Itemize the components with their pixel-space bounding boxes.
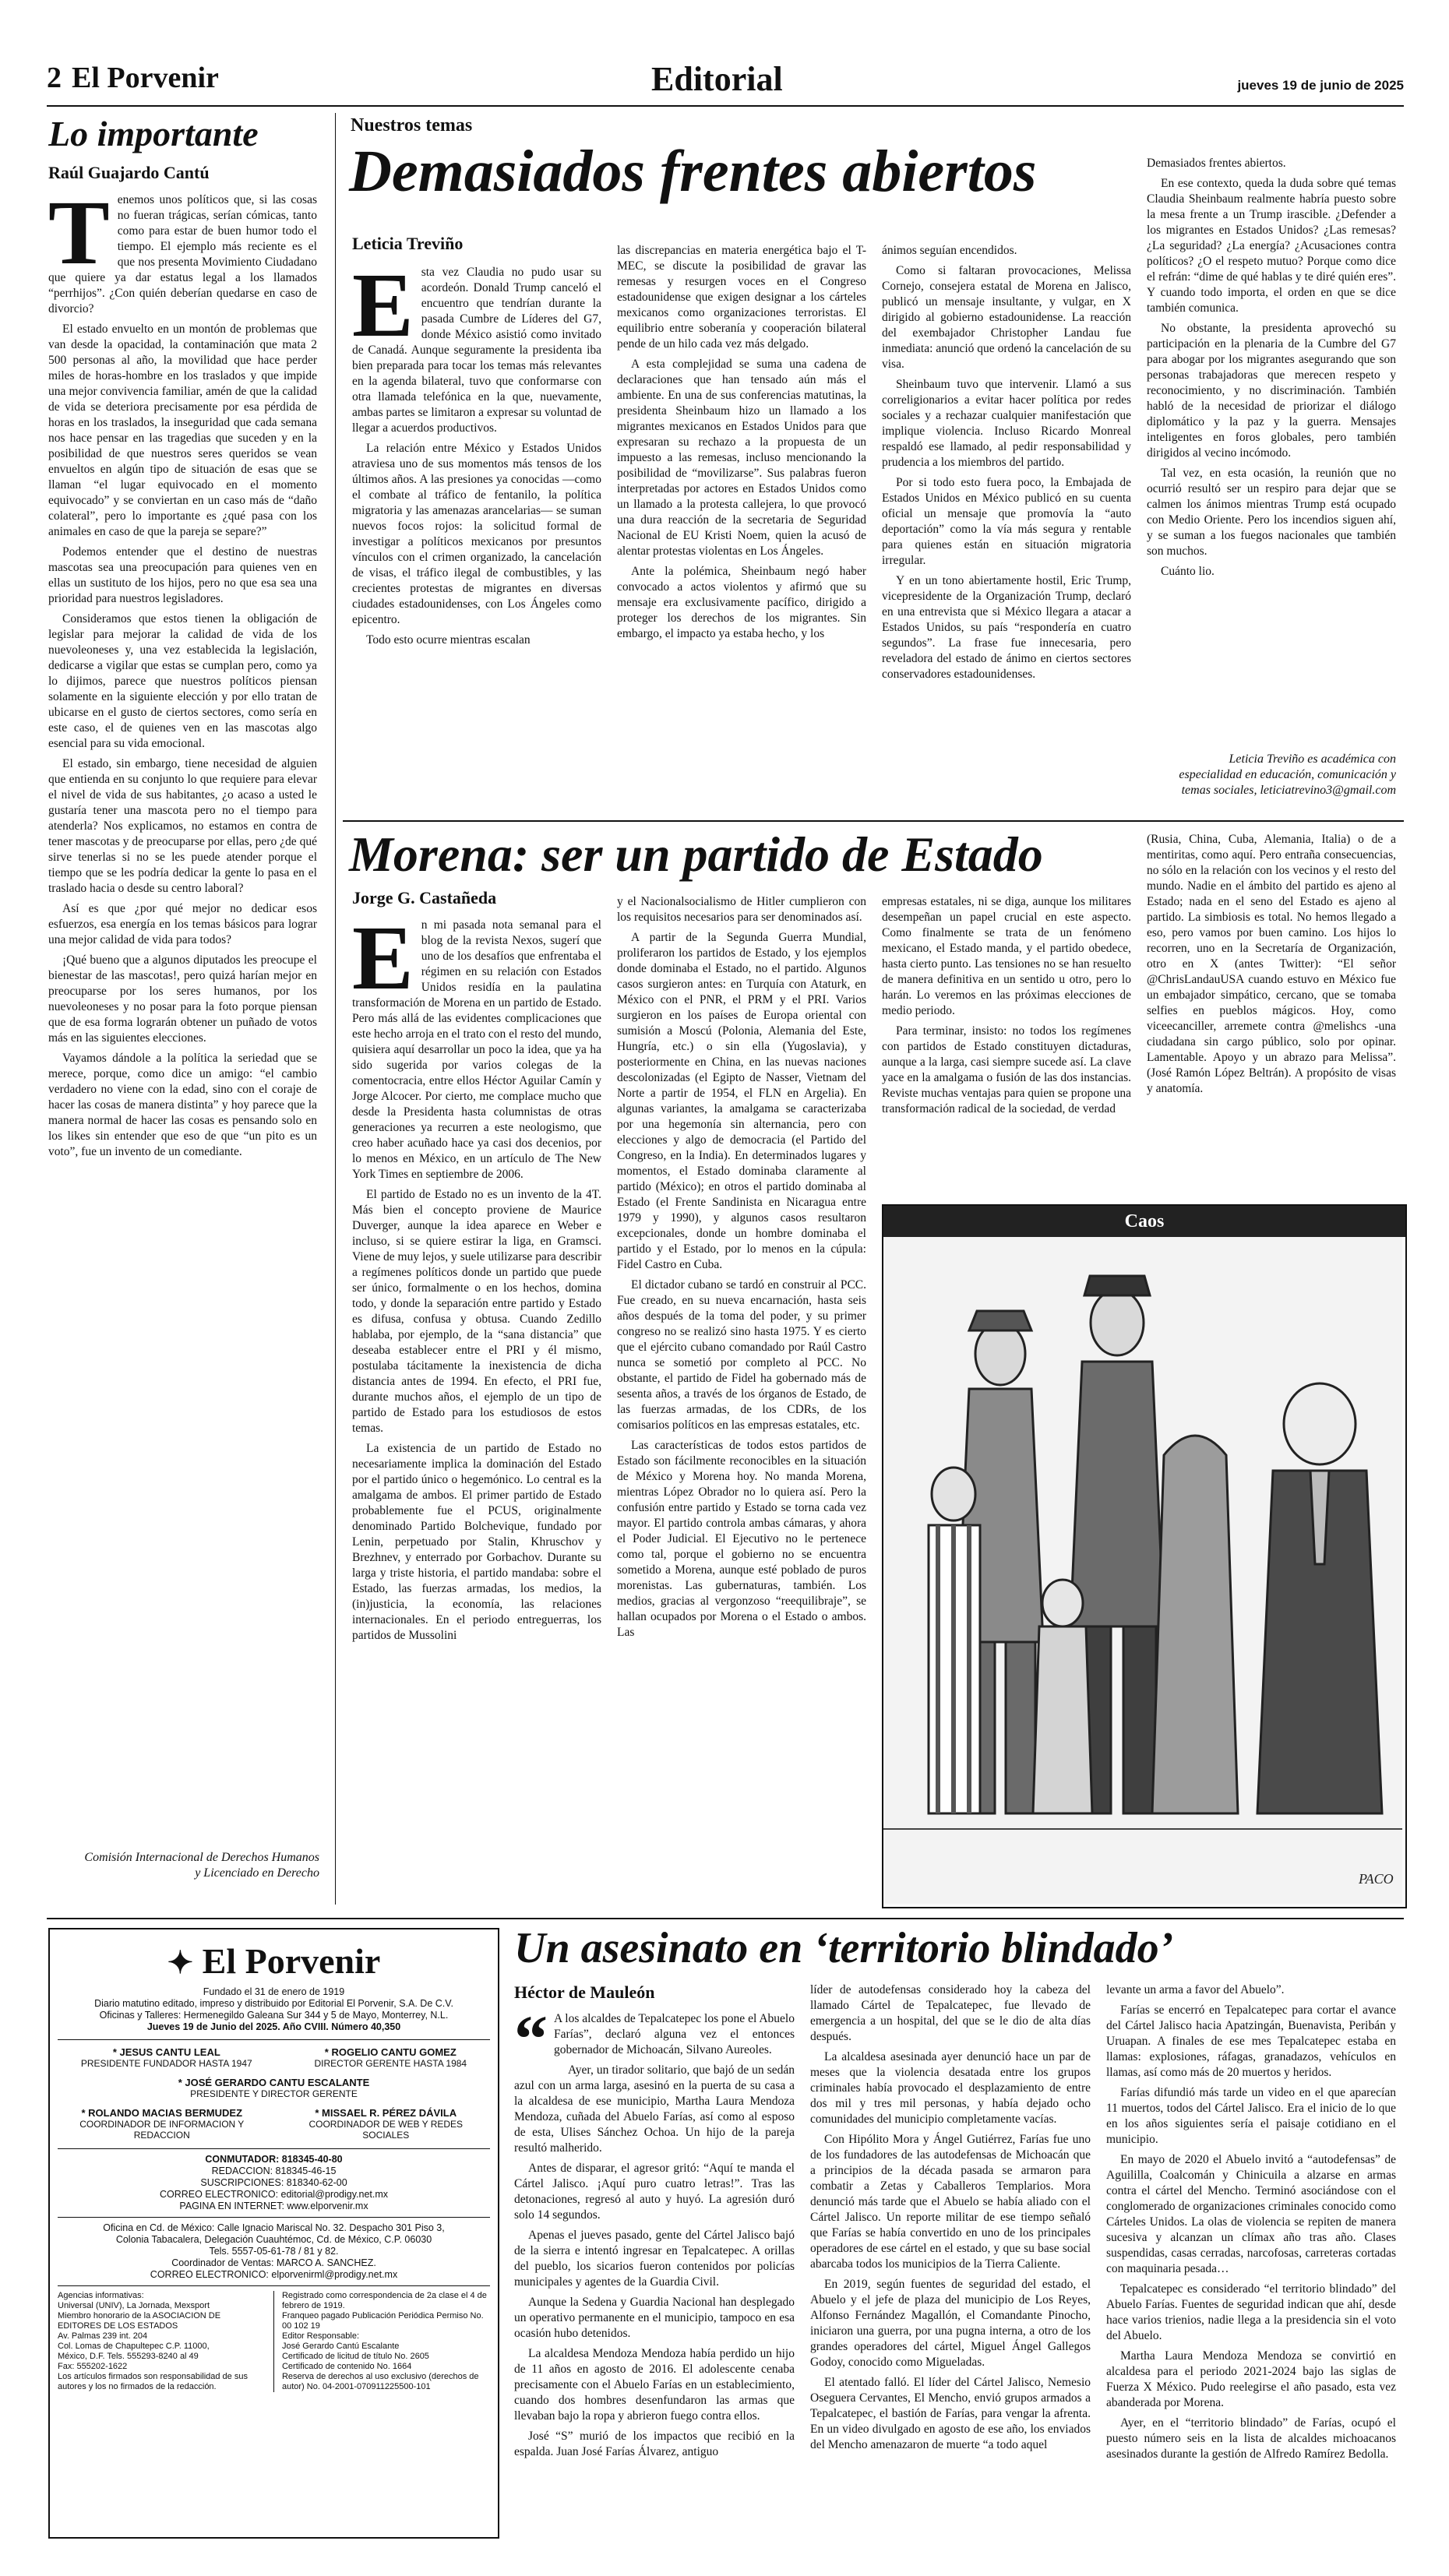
a2-col2: y el Nacionalsocialismo de Hitler cumplieron con los requisitos necesarios para ser denominados así. A partir de la Segunda Guerra Mundial, proliferaron los partidos de Estado, y los ejemplos donde dominaba el Estado, no el partido. Algunos casos surgieron antes: en Turquía con Ataturk, en México con el PNR, el PRM y el PRI. Varios surgieron en los países de Europa oriental con sumisión a Moscú (Polonia, Alemania del Este, Hungría, etc.) o sin ella (Yugoslavia), y posteriormente en China, en las nuevas naciones descolonizadas (el Egipto de Nasser, Vietnam del Norte a partir de 1954, el FLN en Argelia). En algunas variantes, la amalgama se caracterizaba por una hegemonía sin alternancia, pero con elecciones y algo de democracia (el Partido del Congreso, en la India). En determinados lugares y momentos, el Estado dominaba claramente al partido (México); en otros el partido dominaba al Estado (el Frente Sandinista en Nicaragua entre 1979 y 1990), y algunos casos resultaron excepcionales, donde un hombre dominaba el partido y el Estado, por lo menos en la cúpula: Fidel Castro en Cuba. El dictador cubano se tardó en construir al PCC. Fue creado, en su nueva encarnación, hasta seis años después de la toma del poder, y su primer congreso no se realizó sino hasta 1975. Y es cierto que el ejército cubano comandado por Raúl Castro nunca se sometió por completo al PCC. No obstante, el partido de Fidel ha gobernado más de sesenta años, a través de los órganos de Estado, de las fuerzas armadas, de los CDRs, de los comisarios políticos en las empresas estatales, etc. Las características de todos estos partidos de Estado son fácilmente reconocibles en la situación de México y Morena hoy. No manda Morena, mientras López Obrador no lo quiera así. Pero la confusión entre partido y Estado se torna cada vez mayor. El partido controla ambas cámaras, y ahora el Poder Judicial. El Ejecutivo no le pertenece como tal, porque el gobierno no se encuentra sometido a Morena, aunque esté poblado de puros morenistas. Las gubernaturas, también. Los medios, gracias al vergonzoso “reequilibraje”, se hallan ocupados por Morena o el Estado o ambos. Las — [617, 895, 866, 1639]
masthead-founded: Fundado el 31 de enero de 1919 — [203, 1986, 345, 1997]
a2-author: Jorge G. Castañeda — [352, 888, 497, 907]
cartoon-figure-woman — [1152, 1436, 1238, 1813]
a2-col3: empresas estatales, ni se diga, aunque los militares desempeñan un papel crucial en este aspecto. Como finalmente se trata de un fenómeno mexicano, el Estado manda, y el partido obedece, hasta cierto punto. Las tensiones no se han resuelto de manera definitiva en un sentido u otro, pero lo harán. Lo veremos en las próximas elecciones de medio periodo. Para terminar, insisto: no todos los regímenes con partidos de Estado constituyen dictaduras, aunque a la larga, casi siempre sucede así. La clave yace en la amalgama o fusión de las dos instancias. Reviste muchas ventajas para quien se propone una transformación radical de la sociedad, de verdad — [882, 895, 1131, 1115]
office-line: Coordinador de Ventas: MARCO A. SANCHEZ. — [171, 2257, 376, 2268]
a1-author: Leticia Treviño — [352, 234, 464, 253]
cartoon-title-bar: Caos — [883, 1206, 1405, 1237]
contact-newsroom: REDACCION: 818345-46-15 — [211, 2165, 337, 2176]
section-title: Editorial — [651, 60, 783, 98]
page-number: 2 — [47, 62, 62, 94]
masthead-right-small: Registrado como correspondencia de 2a clase el 4 de febrero de 1919. Franqueo pagado Publicación Periódica Permiso No. 00 102 19 Editor Responsable: José Gerardo Cantú Escalante Certificado de licitud de título No. 2605 Certificado de contenido No. 1664 Reserva de derechos al uso exclusivo (derechos de autor) No. 04-2001-070911225500-101 — [281, 2291, 487, 2391]
left-title: Lo importante — [48, 114, 259, 153]
drop-cap: T — [48, 181, 110, 284]
a1-col1: Esta vez Claudia no pudo usar su acordeón. Donald Trump canceló el encuentro que tendrían durante la pasada Cumbre de Líderes del G7, donde México asistió como invitado de Canadá. Aunque seguramente la presidenta iba bien preparada para tocar los temas más relevantes en la agenda bilateral, tuvo que conformarse con otra llamada telefónica en la que, nuevamente, ambas partes se limitaron a expresar su voluntad de llegar a acuerdos productivos. La relación entre México y Estados Unidos atraviesa uno de sus momentos más tensos de los últimos años. A las presiones ya conocidas —como el combate al tráfico de fentanilo, la política migratoria y las amenazas arancelarias— se suman nuevos focos rojos: la solicitud formal de investigar a políticos mexicanos por presuntos vínculos con el crimen organizado, la cancelación de visas, el tráfico ilegal de combustibles, y las crecientes protestas de migrantes en diversas ciudades estadounidenses, con Los Ángeles como epicentro. Todo esto ocurre mientras escalan — [352, 265, 601, 647]
left-column — [48, 113, 317, 1873]
staff-founder: * JESUS CANTU LEAL PRESIDENTE FUNDADOR HASTA 1947 — [80, 2046, 252, 2069]
a2-title: Morena: ser un partido de Estado — [349, 826, 1043, 882]
contact-phone: CONMUTADOR: 818345-40-80 — [205, 2154, 343, 2165]
masthead-box — [48, 1928, 499, 2539]
left-footer: Comisión Internacional de Derechos Humanos y Licenciado en Derecho — [84, 1851, 319, 1880]
masthead-line2: Oficinas y Talleres: Hermenegildo Galeana Sur 344 y 5 de Mayo, Monterrey, N.L. — [99, 2010, 449, 2021]
staff-director: * ROGELIO CANTU GOMEZ DIRECTOR GERENTE HASTA 1984 — [314, 2046, 467, 2069]
cartoon-illustration — [883, 1237, 1402, 1904]
office-line[interactable]: CORREO ELECTRONICO: elporvenirml@prodigy.net.mx — [150, 2269, 398, 2280]
left-author: Raúl Guajardo Cantú — [48, 163, 210, 182]
a1-drop-cap: E — [352, 265, 414, 356]
office-line: Oficina en Cd. de México: Calle Ignacio Mariscal No. 32. Despacho 301 Piso 3, — [103, 2222, 445, 2233]
a3-col3: levante un arma a favor del Abuelo”. Farías se encerró en Tepalcatepec para cortar el avance del Cártel Jalisco hacia Apatzingán, Buenavista, Peribán y Uruapan. A finales de ese mes Tepalcatepec estaba en llamas: explosiones, ráfagas, granadazos, vehículos en llamas, así como más de 20 muertos y heridos. Farías difundió más tarde un video en el que aparecían 11 muertos, todos del Cártel Jalisco. Era el inicio de lo que en los años siguientes sería el paisaje cotidiano en el municipio. En mayo de 2020 el Abuelo invitó a “autodefensas” de Aguililla, Coalcomán y Chinicuila a alzarse en armas contra el cártel del Mencho. Terminó asociándose con el conglomerado de organizaciones criminales conocido como Cárteles Unidos. La olas de violencia se repiten de manera sucesiva y alcanzan un clímax año tras año. Clases suspendidas, casas cerradas, narcofosas, carreteras cortadas con maquinaria pesada… Tepalcatepec es considerado “el territorio blindado” del Abuelo Farías. Fuentes de seguridad indican que ahí, desde hace varios trienios, nadie llega a la presidencia sin el voto del Abuelo. Martha Laura Mendoza Mendoza se convirtió en alcaldesa para el periodo 2021-2024 bajo las siglas de Fuerza X México. Pudo reelegirse el año pasado, esta vez abanderada por Morena. Ayer, en el “territorio blindado” de Farías, ocupó el puesto número seis en la lista de alcaldes michoacanos asesinados durante la gestión de Alfredo Ramírez Bedolla. — [1106, 1983, 1396, 2461]
mid-rule — [47, 1918, 1404, 1919]
staff-web: * MISSAEL R. PÉREZ DÁVILA COORDINADOR DE WEB Y REDES SOCIALES — [308, 2107, 464, 2141]
contact-website[interactable]: PAGINA EN INTERNET: www.elporvenir.mx — [179, 2201, 368, 2211]
masthead-line3: Jueves 19 de Junio del 2025. Año CVIII. Número 40,350 — [146, 2021, 401, 2032]
staff-info: * ROLANDO MACIAS BERMUDEZ COORDINADOR DE INFORMACION Y REDACCION — [79, 2107, 245, 2141]
staff-president: * JOSÉ GERARDO CANTU ESCALANTE PRESIDENTE Y DIRECTOR GERENTE — [178, 2077, 370, 2099]
a1-kicker: Nuestros temas — [351, 115, 473, 136]
a3-col1: “ A los alcaldes de Tepalcatepec los pone el Abuelo Farías”, declaró alguna vez el entonces gobernador de Michoacán, Silvano Aureoles. Ayer, un tirador solitario, que bajó de un sedán azul con un arma larga, asesinó en la puerta de su casa a la alcaldesa de ese municipio, Martha Laura Mendoza Mendoza, cuñada del Abuelo Farías, así como al esposo de esta, Ulises Sánchez Ochoa. Un hijo de la pareja resultó malherido. Antes de disparar, el agresor gritó: “Aquí te manda el Cártel Jalisco. ¡Aquí puro cuatro letras!”. Tras las detonaciones, regresó al auto y huyó. La agresión duró solo 14 segundos. Apenas el jueves pasado, gente del Cártel Jalisco bajó de la sierra e intentó ingresar en Tepalcatepec. A orillas del pueblo, los sicarios fueron contenidos por policías municipales y agentes de la Guardia Civil. Aunque la Sedena y Guardia Nacional han desplegado un operativo permanente en el municipio, tampoco en esa ocasión hubo detenidos. La alcaldesa Mendoza Mendoza había perdido un hijo de 11 años en agosto de 2016. El adolescente cenaba precisamente con el Abuelo Farías en un establecimiento, cuando dos hombres desenfundaron las armas que llevaban bajo la ropa y abrieron fuego contra ellos. José “S” murió de los impactos que recibió en la espalda. Juan José Farías Álvarez, antiguo — [514, 2011, 795, 2458]
a1-signature: Leticia Treviño es académica con especialidad en educación, comunicación y temas sociales, leticiatrevino3@gmail.com — [1179, 752, 1396, 797]
eagle-icon: ✦ — [167, 1945, 194, 1980]
a2-drop-cap: E — [352, 918, 414, 1009]
cartoon-panel — [882, 1204, 1407, 1908]
cartoon-signature: PACO — [1359, 1871, 1394, 1887]
office-line: Tels. 5557-05-61-78 / 81 y 82. — [209, 2246, 339, 2257]
a1-bottom-rule — [343, 820, 1404, 822]
page-date: jueves 19 de junio de 2025 — [1237, 78, 1404, 93]
office-line: Colonia Tabacalera, Delegación Cuauhtémoc, Cd. de México, C.P. 06030 — [115, 2234, 432, 2245]
contact-email[interactable]: CORREO ELECTRONICO: editorial@prodigy.net.mx — [159, 2189, 389, 2200]
quote-mark: “ — [514, 2011, 548, 2076]
a3-col2: líder de autodefensas considerado hoy la cabeza del llamado Cártel de Tepalcatepec, fue llevado de emergencia a un hospital, del que se le dio de alta días después. La alcaldesa asesinada ayer denunció hace un par de meses que la violencia desatada entre los grupos criminales había provocado el desplazamiento de entre dos mil y tres mil personas, y había dejado ocho comunidades del municipio completamente vacías. Con Hipólito Mora y Ángel Gutiérrez, Farías fue uno de los fundadores de las autodefensas de Michoacán que a principios de la década pasada se armaron para combatir a Zetas y Caballeros Templarios. Mora denunció más tarde que el Abuelo se había aliado con el Cártel Jalisco. Un reporte militar de ese tiempo señaló que Farías se había convertido en uno de los principales operadores de ese cártel en el estado, y que su base social abarcaba todos los municipios de la Tierra Caliente. En 2019, según fuentes de seguridad del estado, el Abuelo y el jefe de plaza del municipio de Los Reyes, Alfonso Fernández Magallón, el Comandante Pinocho, iniciaron una guerra, por una pugna interna, a otro de los grandes operadores del cártel, Miguel Ángel Gallegos Godoy, conocido como Migueladas. El atentado falló. El líder del Cártel Jalisco, Nemesio Oseguera Cervantes, El Mencho, envió grupos armados a Tepalcatepec, el bastión de Farías, para vengar la afrenta. En un video divulgado en agosto de ese año, los enviados del Mencho amenazaron de muerte “a todo aquel — [810, 1983, 1091, 2451]
masthead-line1: Diario matutino editado, impreso y distribuido por Editorial El Porvenir, S.A. De C.V. — [94, 1998, 453, 2009]
left-body: Tenemos unos políticos que, si las cosas no fueran trágicas, serían cómicas, tanto como para estar de buen humor todo el tiempo. El ejemplo más reciente es el que nos presenta Movimiento Ciudadano que quiere ya dar estatus legal a los llamados “perrhijos”. ¿Con quién deberían quedarse en caso de divorcio? El estado envuelto en un montón de problemas que van desde la opacidad, la contaminación que mata 2 500 personas al año, la movilidad que hace perder miles de horas-hombre en los traslados y que impide una mejor convivencia familiar, amén de que la calidad de vida se deteriora precisamente por esa pérdida de horas en los traslados, la inseguridad que cada semana nos hace pensar en las tragedias que suceden y en la posibilidad de que nuestros seres queridos se vean envueltos en algún tipo de situación de esas que se llaman “el lugar equivocado en el momento equivocado” y se conviertan en un caso más de “daño colateral”, pero lo importante es ¿qué pasa con los animales en caso de que la pareja se separe?” Podemos entender que el destino de nuestras mascotas sea una preocupación para quienes ven en ellas un sustituto de los hijos, pero no que esa sea una prioridad para nuestros legisladores. Consideramos que estos tienen la obligación de legislar para mejorar la calidad de vida de los nuevoleoneses y, una vez establecida la legislación, dedicarse a vigilar que estas se cumplan pero, como ya lo dijimos, parece que nuestros políticos piensan solamente en la siguiente elección y por ello tratan de ubicarse en el gusto de ciertos sectores, como sería en este caso, el de quienes ven en las mascotas algo esencial para su vida emocional. El estado, sin embargo, tiene necesidad de alguien que entienda en su conjunto lo que requiere para elevar el nivel de vida de sus habitantes, ¿o acaso a usted le gustaría tener una mascota pero no el tiempo para atenderla? Nos explicamos, no estamos en contra de tener mascotas y de preocuparse por ellas, pero ¿de qué sirve tenerlas si no se les puede atender porque el tiempo que se les podría dedicar la gente lo pasa en el traslado hacia o desde su centro laboral? Así es que ¿por qué mejor no dedicar esos esfuerzos, esa energía en los temas básicos para lograr una mejor calidad de vida para todos? ¡Qué bueno que a algunos diputados les preocupe el bienestar de las mascotas!, pero quizá harían mejor en preocuparse por los seres humanos, por los nuevoleoneses y no posar para la foto porque piensan que de esa forma lograrán obtener un puñado de votos más en las siguientes elecciones. Vayamos dándole a la política la seriedad que se merece, porque, como dice un amigo: “el cambio verdadero no viene con la edad, sino con el coraje de hacer las cosas de manera distinta” y hoy parece que la manera normal de hacer las cosas es pensando solo en los likes sin entender que eso de que “un pito es un voto”, fue un invento de un comediante. — [48, 181, 317, 1158]
a1-col3: ánimos seguían encendidos. Como si faltaran provocaciones, Melissa Cornejo, consejera estatal de Morena en Jalisco, publicó un mensaje insultante, y vulgar, en X dirigido al gobierno estadounidense. La reacción del exembajador Christopher Landau fue inmediata: anunció que ordenó la cancelación de su visa. Sheinbaum tuvo que intervenir. Llamó a sus correligionarios a evitar hacer política por redes sociales y a rechazar cualquier manifestación que implique violencia. Incluso Ricardo Monreal respaldó ese llamado, al pedir responsabilidad y prudencia a los miembros del partido. Por si todo esto fuera poco, la Embajada de Estados Unidos en México publicó en su cuenta oficial un mensaje que promovía la “auto deportación” como la vía más segura y rentable para quienes están en situación migratoria irregular. Y en un tono abiertamente hostil, Eric Trump, vicepresidente de la Organización Trump, declaró en una entrevista que si México llegara a atacar a Estados Unidos, su país “respondería en cuatro segundos”. La frase fue innecesaria, pero reveladora del estado de ánimo en ciertos sectores conservadores estadounidenses. — [882, 244, 1131, 681]
paper-name: El Porvenir — [72, 62, 219, 94]
masthead-logo: ✦ El Porvenir — [167, 1941, 381, 1981]
a3-author: Héctor de Mauleón — [514, 1982, 655, 2002]
masthead-left-small: Agencias informativas: Universal (UNIV), La Jornada, Mexsport Miembro honorario de la ASOCIACION DE EDITORES DE LOS ESTADOS Av. Palmas 239 int. 204 Col. Lomas de Chapultepec C.P. 11000, México, D.F. Tels. 555293-8240 al 49 Fax: 555202-1622 Los artículos firmados son responsabilidad de sus autores y los no firmados de la redacción. — [58, 2291, 248, 2391]
a2-col4: (Rusia, China, Cuba, Alemania, Italia) o de a mentiritas, como aquí. Pero entraña consecuencias, no sólo en la relación con los vecinos y el resto del mundo. Nadie en el ámbito del partido es ajeno al Estado; nada en el seno del Estado es ajeno al partido. La simbiosis es total. No hemos llegado a eso, pero vamos por buen camino. Los hijos lo recorren, uno en la Secretaría de Organización, otro en X (antes Twitter): “El señor @ChrisLandauUSA cuando estuvo en México fue un embajador simpático, cercano, que se tomaba selfies en pueblos mágicos. Hoy, como viceecanciller, arremete contra @melishcs -una ciudadana sin cargo público, solo por opinar. Lamentable. Apoyo y un abrazo para Melissa”. (José Ramón López Beltrán). A propósito de visas y anatomía. — [1147, 833, 1396, 1095]
a2-col1: En mi pasada nota semanal para el blog de la revista Nexos, sugerí que uno de los desafíos que enfrentaba el régimen en su relación con Estados Unidos residía en la paulatina transformación de Morena en un partido de Estado. Pero más allá de las evidentes complicaciones que este hecho arroja en el trato con el resto del mundo, quisiera aquí desarrollar un poco la idea, que ya ha sido sugerida por varios colegas de la comentocracia, entre ellos Héctor Aguilar Camín y Jorge Alcocer. Por cierto, me complace mucho que desde la Presidenta hasta columnistas de otras generaciones ya recurren a este neologismo, que creo haber acuñado hace ya casi dos decenios, por lo menos en México, en un artículo de The New York Times en septiembre de 2006. El partido de Estado no es un invento de la 4T. Más bien el concepto proviene de Maurice Duverger, aunque la idea aparece en Weber e incluso, si se quiere estirar la liga, en Gramsci. Viene de muy lejos, y suele utilizarse para describir a regímenes políticos donde un partido que puede ser único, formalmente o en los hechos, domina todo, y donde la separación entre partido y Estado es difusa, confusa y obtusa. Cuando Zedillo hablaba, por ejemplo, de la “sana distancia” que deseaba establecer entre el PRI y él mismo, postulaba tácitamente la inexistencia de dicha distancia antes de 1994. En efecto, el PRI fue, durante muchos años, el ejemplo de un tipo de partido de Estado para los estudiosos de estos temas. La existencia de un partido de Estado no necesariamente implica la dominación del Estado por el partido único o hegemónico. Lo central es la amalgama de ambos. El primer partido de Estado probablemente fue el PCUS, originalmente denominado Partido Bolchevique, fundado por Lenin, perpetuado por Stalin, Khruschov y Brezhnev, y enterrado por Gorbachov. Durante su larga y triste historia, el partido mandaba: sobre el Estado, las fuerzas armadas, los medios, la (in)justicia, la economía, las relaciones internacionales. En el periodo entreguerras, los partidos de Mussolini — [352, 918, 601, 1642]
header-rule — [47, 105, 1404, 107]
a1-col2: las discrepancias en materia energética bajo el T-MEC, se discute la posibilidad de gravar las remesas y resurgen voces en el Congreso estadounidense que exigen designar a los cárteles mexicanos como organizaciones terroristas. El equilibrio entre soberanía y cooperación bilateral pende de un hilo cada vez más delgado. A esta complejidad se suma una cadena de declaraciones que han tensado aún más el ambiente. En una de sus conferencias matutinas, la presidenta Sheinbaum hizo un llamado a los migrantes mexicanos en Estados Unidos para que expresaran su rechazo a la propuesta de un impuesto a las remesas, incluso mencionando la posibilidad de “movilizarse”. Sus palabras fueron interpretadas por actores en Estados Unidos como un llamado a la protesta callejera, lo que provocó una dura reacción de la secretaria de Seguridad Nacional de EU Kristi Noem, quien la acusó de alentar protestas violentas en Los Ángeles. Ante la polémica, Sheinbaum negó haber convocado a actos violentos y afirmó que su mensaje era exclusivamente pacífico, dirigido a proteger los derechos de los migrantes. Sin embargo, el impacto ya estaba hecho, y los — [617, 244, 866, 640]
a3-title: Un asesinato en ‘territorio blindado’ — [514, 1924, 1174, 1972]
contact-subscriptions: SUSCRIPCIONES: 818340-62-00 — [200, 2177, 347, 2188]
left-col-rule — [335, 113, 336, 1905]
a1-col4: Demasiados frentes abiertos. En ese contexto, queda la duda sobre qué temas Claudia Sheinbaum realmente habría puesto sobre la mesa frente a un Trump irascible. ¿Defender a los migrantes en Estados Unidos? ¿Las remesas? ¿La seguridad? ¿La energía? ¿Acusaciones contra políticos? ¿O el respeto mutuo? Porque como dice el refrán: “dime de qué hablas y te diré quién eres”. Y cuando todo importa, el orden en que se dice también comunica. No obstante, la presidenta aprovechó su participación en la plenaria de la Cumbre del G7 para abogar por los migrantes asegurando que son personas trabajadoras que merecen respeto y reconocimiento, y no discriminación. También habló de la necesidad de priorizar el diálogo diplomático y la paz y la guerra. Mensajes inteligentes en foros globales, pero también dirigidos al vecino incómodo. Tal vez, en esta ocasión, la reunión que no ocurrió resultó ser un respiro para dejar que se calmen los ánimos mientras Trump está ocupado con Medio Oriente. Pero los incendios siguen ahí, y se suman a los fuegos nacionales que también son muchos. Cuánto lio. — [1147, 157, 1396, 578]
a1-title: Demasiados frentes abiertos — [349, 139, 1037, 204]
